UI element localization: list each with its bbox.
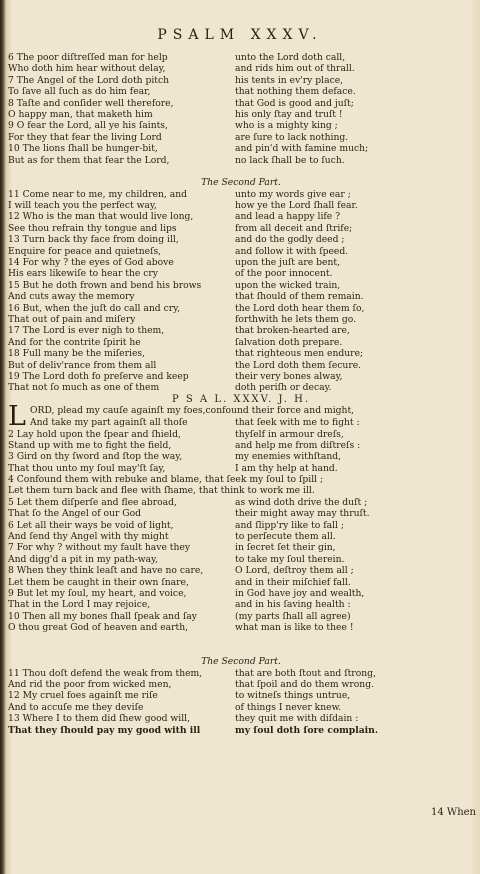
verse-line-29: L ORD, plead my cauſe againſt my foes,confound their force and might, — [8, 401, 355, 433]
verse-line-1: Who doth him hear without delay, and rids him out of thrall. — [8, 63, 355, 75]
verse-line-21: 16 But, when the juſt do call and cry, the Lord doth hear them ſo, — [8, 302, 365, 314]
verse-line-44: Let them be caught in their own ſnare, and in their miſchief fall. — [8, 576, 351, 588]
verse-line-7: For they that fear the living Lord are ſure to lack nothing. — [8, 131, 349, 143]
verse-line-18: His ears likewiſe to hear the cry of the poor innocent. — [8, 268, 333, 280]
verse-line-19: 15 But he doth frown and bend his brows upon the wicked train, — [8, 279, 341, 291]
verse-line-9: But as for them that fear the Lord, no lack ſhall be to ſuch. — [8, 154, 345, 166]
second-psalm-heading: P S A L. XXXV. J. H. — [171, 393, 310, 405]
verse-line-20: And cuts away the memory that ſhould of them remain. — [8, 291, 364, 303]
drop-cap: L — [8, 401, 26, 433]
verse-line-34: That thou unto my ſoul may'ſt ſay, I am thy help at hand. — [8, 462, 338, 474]
verse-line-40: And ſend thy Angel with thy might to perſecute them all. — [8, 531, 336, 543]
verse-line-52: And rid the poor from wicked men, that ſpoil and do them wrong. — [8, 679, 375, 691]
verse-line-41: 7 For why ? without my fault have they in ſecret ſet their gin, — [8, 542, 336, 554]
verse-line-4: 8 Taſte and conſider well therefore, that God is good and juſt; — [8, 97, 354, 109]
verse-line-22: That out of pain and miſery forthwith he lets them go. — [8, 313, 357, 325]
verse-line-32: Stand up with me to fight the field, and help me from diſtreſs : — [8, 439, 361, 451]
verse-line-33: 3 Gird on thy ſword and ſtop the way, my enemies withſtand, — [8, 451, 342, 463]
verse-line-45: 9 But let my ſoul, my heart, and voice, in God have joy and wealth, — [8, 587, 365, 599]
verse-line-12: I will teach you the perfect way, how ye the Lord ſhall fear. — [8, 200, 358, 212]
verse-line-37: 5 Let them diſperſe and flee abroad, as wind doth drive the duſt ; — [8, 496, 368, 508]
verse-lines — [8, 52, 474, 736]
verse-line-39: 6 Let all their ways be void of light, and ſlipp'ry like to fall ; — [8, 519, 344, 531]
verse-line-5: O happy man, that maketh him his only ſtay and truſt ! — [8, 108, 343, 120]
part-heading-1: The Second Part. — [201, 177, 281, 189]
verse-line-51: 11 Thou doſt defend the weak from them, that are both ſtout and ſtrong, — [8, 667, 376, 679]
verse-line-42: And digg'd a pit in my path-way, to take my ſoul therein. — [8, 553, 345, 565]
verse-line-17: 14 For why ? the eyes of God above upon the juſt are bent, — [8, 257, 340, 269]
verse-line-11: 11 Come near to me, my children, and unto my words give ear ; — [8, 188, 351, 200]
verse-line-23: 17 The Lord is ever nigh to them, that broken-hearted are, — [8, 325, 350, 337]
verse-line-56: That they ſhould pay my good with ill my ſoul doth ſore complain. — [8, 724, 379, 736]
verse-line-43: 8 When they think leaſt and have no care, O Lord, deſtroy them all ; — [8, 565, 354, 577]
part-heading-2: The Second Part. — [201, 656, 281, 668]
verse-line-2: 7 The Angel of the Lord doth pitch his tents in ev'ry place, — [8, 74, 344, 86]
verse-line-10 — [8, 166, 474, 177]
verse-line-50 — [8, 645, 474, 656]
verse-line-48: O thou great God of heaven and earth, what man is like to thee ! — [8, 622, 354, 634]
verse-line-49 — [8, 634, 474, 645]
verse-line-54: And to accuſe me they deviſe of things I never knew. — [8, 701, 342, 713]
verse-line-13: 12 Who is the man that would live long, and lead a happy life ? — [8, 211, 341, 223]
verse-line-3: To ſave all ſuch as do him fear, that nothing them deface. — [8, 86, 356, 98]
verse-line-26: But of deliv'rance from them all the Lord doth them ſecure. — [8, 359, 362, 371]
catchword: 14 When — [431, 807, 476, 818]
verse-line-28: That not ſo much as one of them doth periſh or decay. — [8, 382, 332, 394]
verse-line-31: 2 Lay hold upon the ſpear and ſhield, thyſelf in armour dreſs, — [8, 428, 344, 440]
verse-line-16: Enquire for peace and quietneſs, and follow it with ſpeed. — [8, 245, 349, 257]
verse-line-46: That in the Lord I may rejoice, and in his ſaving health : — [8, 599, 351, 611]
verse-line-15: 13 Turn back thy face from doing ill, and do the godly deed ; — [8, 234, 345, 246]
verse-line-35: 4 Confound them with rebuke and blame, that ſeek my ſoul to ſpill ; — [8, 474, 324, 486]
verse-line-38: That ſo the Angel of our God their might away may thruſt. — [8, 508, 370, 520]
verse-line-6: 9 O fear the Lord, all ye his ſaints, who is a mighty king ; — [8, 120, 338, 132]
verse-line-36: Let them turn back and flee with ſhame, that think to work me ill. — [8, 485, 315, 497]
verse-line-30: And take my part againſt all thoſe that ſeek with me to fight : — [30, 417, 360, 429]
verse-line-8: 10 The lions ſhall be hunger-bit, and pin'd with famine much; — [8, 143, 369, 155]
verse-line-25: 18 Full many be the miſeries, that righteous men endure; — [8, 348, 364, 360]
verse-line-27: 19 The Lord doth fo preſerve and keep their very bones alway, — [8, 370, 343, 382]
verse-line-53: 12 My cruel foes againſt me riſe to witneſs things untrue, — [8, 690, 351, 702]
verse-line-24: And for the contrite ſpirit he ſalvation doth prepare. — [8, 336, 343, 348]
psalm-header: PSALM XXXV. — [157, 27, 323, 43]
verse-line-55: 13 Where I to them did ſhew good will, they quit me with diſdain : — [8, 713, 359, 725]
verse-line-0: 6 The poor diſtreſſed man for help unto the Lord doth call, — [8, 52, 346, 63]
verse-line-14: See thou refrain thy tongue and lips from all deceit and ſtrife; — [8, 222, 353, 234]
verse-line-47: 10 Then all my bones ſhall ſpeak and ſay (my parts ſhall all agree) — [8, 610, 351, 622]
